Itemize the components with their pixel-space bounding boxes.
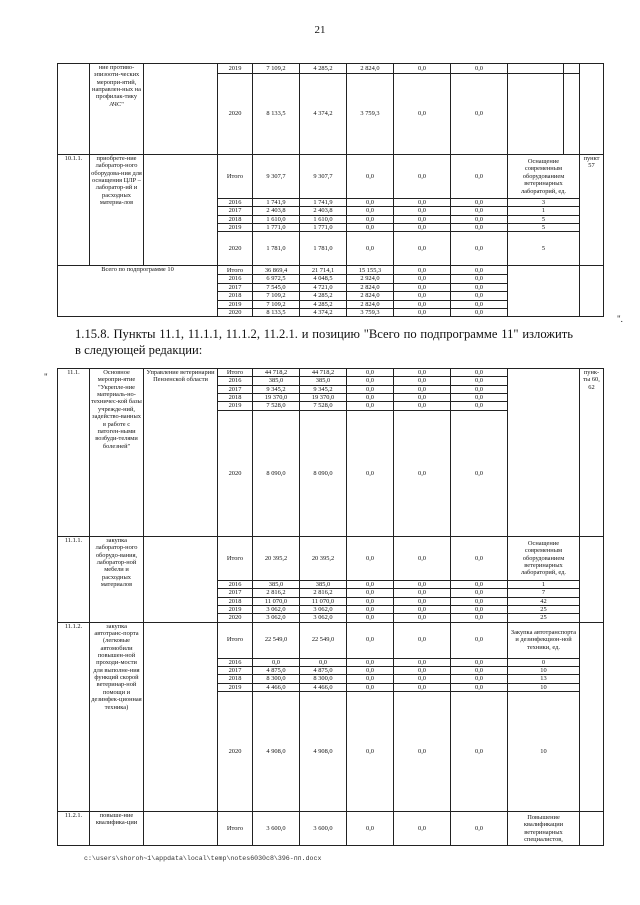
value-cell: 1 741,9 [253, 199, 300, 207]
year-cell: 2019 [218, 224, 253, 232]
year-cell: 2020 [218, 74, 253, 155]
value-cell: 1 610,0 [300, 215, 347, 223]
value-cell: 0,0 [451, 300, 508, 308]
result-value: 1 [508, 580, 580, 588]
row-number: 11.1. [58, 369, 90, 537]
value-cell: 0,0 [451, 597, 508, 605]
value-cell: 0,0 [394, 394, 451, 402]
value-cell: 0,0 [451, 369, 508, 377]
value-cell: 0,0 [451, 232, 508, 266]
result-value: 42 [508, 597, 580, 605]
value-cell: 9 345,2 [300, 385, 347, 393]
value-cell: 3 062,0 [300, 614, 347, 622]
value-cell: 11 070,0 [253, 597, 300, 605]
value-cell: 3 062,0 [300, 605, 347, 613]
year-cell: 2019 [218, 402, 253, 410]
value-cell: 2 816,2 [300, 589, 347, 597]
value-cell: 0,0 [451, 812, 508, 846]
value-cell: 0,0 [394, 283, 451, 291]
value-cell: 0,0 [347, 394, 394, 402]
value-cell: 7 545,0 [253, 283, 300, 291]
value-cell: 0,0 [451, 580, 508, 588]
year-cell: 2019 [218, 683, 253, 691]
value-cell: 8 133,5 [253, 74, 300, 155]
value-cell: 0,0 [347, 812, 394, 846]
value-cell: 8 300,0 [253, 675, 300, 683]
value-cell: 7 528,0 [253, 402, 300, 410]
result-indicator: Оснащение современным оборудованием ветеринарных лабораторий, ед. [508, 155, 580, 199]
value-cell: 0,0 [347, 658, 394, 666]
value-cell: 0,0 [394, 266, 451, 275]
row-description: Основное меропри-ятие "Укрепле-ние материаль-но-техничес-кой базы учрежде-ний, задейство-ванных в работе с патоген-ными возбуди-телями болезней" [90, 369, 144, 537]
value-cell: 385,0 [253, 580, 300, 588]
year-cell: 2020 [218, 410, 253, 536]
value-cell: 0,0 [451, 224, 508, 232]
value-cell: 7 528,0 [300, 402, 347, 410]
result-value: 7 [508, 589, 580, 597]
value-cell: 0,0 [394, 292, 451, 300]
value-cell: 0,0 [347, 215, 394, 223]
amendment-paragraph: 1.15.8. Пункты 11.1, 11.1.1, 11.1.2, 11.2.1. и позицию "Всего по подпрограмме 11" изложить в следующей редакции: [75, 327, 573, 357]
value-cell: 0,0 [451, 666, 508, 674]
year-cell: 2018 [218, 675, 253, 683]
result-indicator: Повышение квалификации ветеринарных специалистов, [508, 812, 580, 846]
value-cell: 0,0 [394, 812, 451, 846]
result-value: 10 [508, 692, 580, 812]
value-cell: 4 908,0 [253, 692, 300, 812]
table-subprogram-10 [57, 63, 604, 317]
value-cell: 0,0 [451, 155, 508, 199]
year-cell: 2019 [218, 64, 253, 74]
result-value: 3 [508, 199, 580, 207]
value-cell: 0,0 [394, 614, 451, 622]
value-cell: 4 374,2 [300, 308, 347, 316]
value-cell: 1 781,0 [300, 232, 347, 266]
value-cell: 0,0 [394, 369, 451, 377]
value-cell: 385,0 [300, 377, 347, 385]
value-cell: 0,0 [394, 622, 451, 658]
result-value: 1 [508, 207, 580, 215]
value-cell: 0,0 [394, 155, 451, 199]
value-cell: 0,0 [451, 74, 508, 155]
year-cell: Итого [218, 622, 253, 658]
value-cell: 0,0 [451, 675, 508, 683]
value-cell: 0,0 [347, 589, 394, 597]
year-cell: 2020 [218, 308, 253, 316]
year-cell: 2017 [218, 589, 253, 597]
value-cell: 0,0 [347, 622, 394, 658]
value-cell: 0,0 [394, 597, 451, 605]
value-cell: 0,0 [451, 614, 508, 622]
points-ref: пунк-ты 60, 62 [580, 369, 604, 537]
value-cell: 3 759,3 [347, 74, 394, 155]
value-cell: 0,0 [394, 580, 451, 588]
result-value: 25 [508, 605, 580, 613]
result-value: 5 [508, 224, 580, 232]
value-cell: 22 549,0 [300, 622, 347, 658]
value-cell: 9 345,2 [253, 385, 300, 393]
value-cell: 4 466,0 [253, 683, 300, 691]
value-cell: 0,0 [451, 377, 508, 385]
value-cell: 0,0 [347, 536, 394, 580]
page-number: 21 [314, 24, 326, 36]
value-cell: 7 109,2 [253, 300, 300, 308]
value-cell: 8 090,0 [300, 410, 347, 536]
value-cell: 0,0 [394, 666, 451, 674]
value-cell: 0,0 [451, 589, 508, 597]
value-cell: 4 285,2 [300, 292, 347, 300]
value-cell: 44 718,2 [300, 369, 347, 377]
year-cell: 2020 [218, 232, 253, 266]
year-cell: Итого [218, 369, 253, 377]
value-cell: 0,0 [451, 683, 508, 691]
row-description: приобрете-ние лаборатор-ного оборудова-ния для оснащения ЦЛР – лаборатор-ий и расходных материа-лов [90, 155, 144, 266]
value-cell: 0,0 [253, 658, 300, 666]
value-cell: 0,0 [451, 385, 508, 393]
result-value: 10 [508, 666, 580, 674]
value-cell: 19 370,0 [253, 394, 300, 402]
year-cell: 2018 [218, 597, 253, 605]
value-cell: 0,0 [347, 377, 394, 385]
value-cell: 1 771,0 [300, 224, 347, 232]
value-cell: 0,0 [394, 215, 451, 223]
value-cell: 0,0 [394, 377, 451, 385]
value-cell: 1 771,0 [253, 224, 300, 232]
value-cell: 0,0 [300, 658, 347, 666]
value-cell: 0,0 [347, 614, 394, 622]
value-cell: 3 600,0 [253, 812, 300, 846]
row-description: закупка автотранс-порта (легковые автомобили повышен-ной проходи-мости для выполне-ния функций скорой ветеринар-ной помощи и дезинфек-ционная техника) [90, 622, 144, 811]
value-cell: 0,0 [347, 675, 394, 683]
year-cell: 2016 [218, 275, 253, 283]
year-cell: 2018 [218, 215, 253, 223]
year-cell: 2019 [218, 300, 253, 308]
row-description: закупка лаборатор-ного оборудо-вания, лаборатор-ной мебели и расходных материалов [90, 536, 144, 622]
value-cell: 0,0 [394, 385, 451, 393]
year-cell: Итого [218, 266, 253, 275]
value-cell: 44 718,2 [253, 369, 300, 377]
value-cell: 0,0 [451, 283, 508, 291]
value-cell: 0,0 [394, 275, 451, 283]
year-cell: 2017 [218, 283, 253, 291]
value-cell: 4 721,0 [300, 283, 347, 291]
value-cell: 0,0 [451, 275, 508, 283]
year-cell: 2020 [218, 692, 253, 812]
row-number: 10.1.1. [58, 155, 90, 266]
value-cell: 0,0 [347, 232, 394, 266]
value-cell: 0,0 [347, 385, 394, 393]
year-cell: 2016 [218, 580, 253, 588]
value-cell: 2 816,2 [253, 589, 300, 597]
year-cell: Итого [218, 812, 253, 846]
year-cell: 2016 [218, 377, 253, 385]
year-cell: 2016 [218, 658, 253, 666]
value-cell: 8 300,0 [300, 675, 347, 683]
year-cell: 2020 [218, 614, 253, 622]
value-cell: 4 875,0 [253, 666, 300, 674]
value-cell: 7 109,2 [253, 64, 300, 74]
value-cell: 1 610,0 [253, 215, 300, 223]
total-label: Всего по подпрограмме 10 [58, 266, 218, 317]
year-cell: 2017 [218, 666, 253, 674]
value-cell: 0,0 [451, 410, 508, 536]
value-cell: 0,0 [347, 155, 394, 199]
value-cell: 2 824,0 [347, 64, 394, 74]
result-value: 5 [508, 232, 580, 266]
year-cell: 2018 [218, 292, 253, 300]
year-cell: 2017 [218, 207, 253, 215]
value-cell: 2 824,0 [347, 292, 394, 300]
points-ref: пункт 57 [580, 155, 604, 266]
row-number: 11.1.1. [58, 536, 90, 622]
value-cell: 0,0 [347, 683, 394, 691]
value-cell: 4 048,5 [300, 275, 347, 283]
value-cell: 0,0 [394, 232, 451, 266]
value-cell: 2 824,0 [347, 283, 394, 291]
value-cell: 8 090,0 [253, 410, 300, 536]
value-cell: 0,0 [347, 369, 394, 377]
value-cell: 0,0 [347, 580, 394, 588]
value-cell: 0,0 [451, 536, 508, 580]
value-cell: 0,0 [451, 622, 508, 658]
value-cell: 0,0 [451, 207, 508, 215]
value-cell: 0,0 [394, 300, 451, 308]
value-cell: 0,0 [394, 308, 451, 316]
value-cell: 2 824,0 [347, 300, 394, 308]
year-cell: 2016 [218, 199, 253, 207]
value-cell: 2 924,0 [347, 275, 394, 283]
value-cell: 15 155,3 [347, 266, 394, 275]
value-cell: 1 781,0 [253, 232, 300, 266]
value-cell: 0,0 [451, 692, 508, 812]
row-number: 11.1.2. [58, 622, 90, 811]
value-cell: 0,0 [394, 207, 451, 215]
row-description: повыше-ние квалифика-ции [90, 812, 144, 846]
value-cell: 2 403,8 [300, 207, 347, 215]
year-cell: 2017 [218, 385, 253, 393]
result-value: 0 [508, 658, 580, 666]
value-cell: 4 875,0 [300, 666, 347, 674]
result-value: 5 [508, 215, 580, 223]
value-cell: 0,0 [451, 658, 508, 666]
left-quote-mark: " [44, 372, 48, 382]
value-cell: 6 972,5 [253, 275, 300, 283]
value-cell: 3 062,0 [253, 614, 300, 622]
value-cell: 385,0 [253, 377, 300, 385]
file-path-footer: c:\users\shoroh~1\appdata\local\temp\notes6030c8\396-пп.docx [84, 855, 322, 862]
value-cell: 4 285,2 [300, 64, 347, 74]
value-cell: 0,0 [347, 605, 394, 613]
result-value: 13 [508, 675, 580, 683]
table-subprogram-11 [57, 368, 604, 846]
value-cell: 0,0 [394, 410, 451, 536]
value-cell: 0,0 [347, 666, 394, 674]
value-cell: 0,0 [394, 74, 451, 155]
value-cell: 0,0 [394, 683, 451, 691]
result-indicator: Оснащение современным оборудованием ветеринарных лабораторий, ед. [508, 536, 580, 580]
value-cell: 36 869,4 [253, 266, 300, 275]
value-cell: 0,0 [347, 692, 394, 812]
closing-quote: ". [617, 314, 623, 324]
value-cell: 4 374,2 [300, 74, 347, 155]
value-cell: 0,0 [451, 292, 508, 300]
value-cell: 0,0 [347, 207, 394, 215]
value-cell: 0,0 [451, 215, 508, 223]
value-cell: 0,0 [451, 394, 508, 402]
cell-continued-text: ние противо-эпизооти-ческих меропри-ятий, направлен-ных на профилак-тику АЧС" [90, 64, 144, 155]
value-cell: 0,0 [347, 402, 394, 410]
value-cell: 3 600,0 [300, 812, 347, 846]
value-cell: 8 133,5 [253, 308, 300, 316]
value-cell: 0,0 [394, 224, 451, 232]
value-cell: 20 395,2 [300, 536, 347, 580]
result-indicator: Закупка автотранспорта и дезинфекцион-ной техники, ед. [508, 622, 580, 658]
year-cell: Итого [218, 536, 253, 580]
value-cell: 0,0 [347, 199, 394, 207]
value-cell: 385,0 [300, 580, 347, 588]
year-cell: Итого [218, 155, 253, 199]
value-cell: 0,0 [347, 597, 394, 605]
value-cell: 0,0 [451, 199, 508, 207]
value-cell: 0,0 [451, 402, 508, 410]
value-cell: 0,0 [394, 64, 451, 74]
value-cell: 22 549,0 [253, 622, 300, 658]
value-cell: 11 070,0 [300, 597, 347, 605]
executor: Управление ветеринарии Пензенской области [144, 369, 218, 537]
value-cell: 2 403,8 [253, 207, 300, 215]
value-cell: 1 741,9 [300, 199, 347, 207]
value-cell: 19 370,0 [300, 394, 347, 402]
value-cell: 21 714,1 [300, 266, 347, 275]
value-cell: 0,0 [451, 266, 508, 275]
value-cell: 0,0 [394, 658, 451, 666]
value-cell: 0,0 [394, 402, 451, 410]
year-cell: 2018 [218, 394, 253, 402]
value-cell: 4 908,0 [300, 692, 347, 812]
value-cell: 4 285,2 [300, 300, 347, 308]
value-cell: 0,0 [394, 692, 451, 812]
value-cell: 9 307,7 [253, 155, 300, 199]
value-cell: 20 395,2 [253, 536, 300, 580]
year-cell: 2019 [218, 605, 253, 613]
result-value: 10 [508, 683, 580, 691]
value-cell: 0,0 [394, 199, 451, 207]
value-cell: 0,0 [347, 410, 394, 536]
value-cell: 0,0 [394, 675, 451, 683]
value-cell: 0,0 [451, 308, 508, 316]
value-cell: 0,0 [451, 605, 508, 613]
row-number: 11.2.1. [58, 812, 90, 846]
value-cell: 0,0 [394, 536, 451, 580]
value-cell: 3 062,0 [253, 605, 300, 613]
value-cell: 0,0 [394, 589, 451, 597]
value-cell: 4 466,0 [300, 683, 347, 691]
value-cell: 9 307,7 [300, 155, 347, 199]
value-cell: 0,0 [394, 605, 451, 613]
value-cell: 0,0 [347, 224, 394, 232]
result-value: 25 [508, 614, 580, 622]
value-cell: 0,0 [451, 64, 508, 74]
value-cell: 3 759,3 [347, 308, 394, 316]
value-cell: 7 109,2 [253, 292, 300, 300]
